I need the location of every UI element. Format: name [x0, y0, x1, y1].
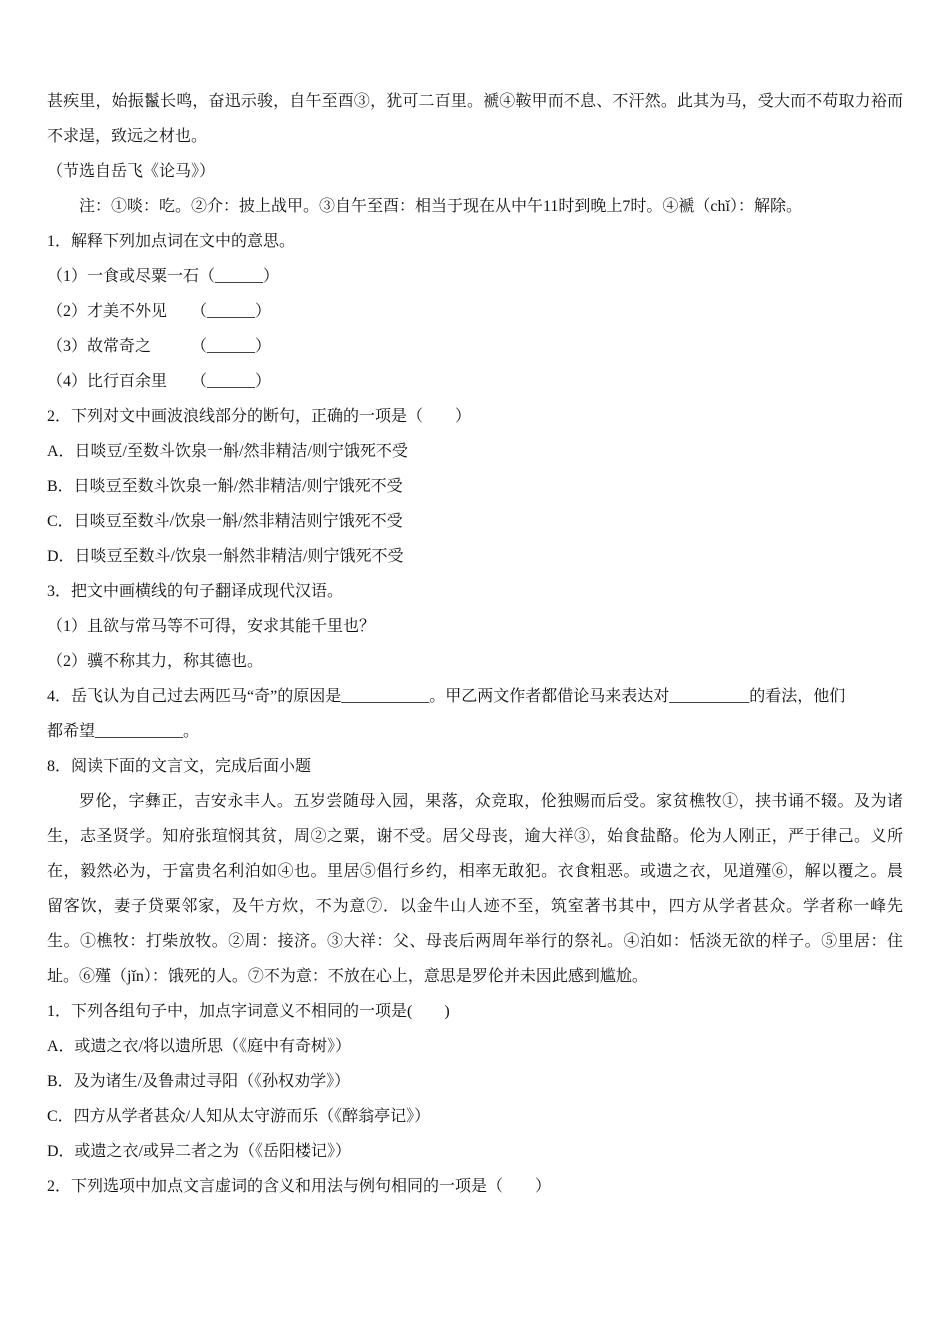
question-4-stem: 4．岳飞认为自己过去两匹马“奇”的原因是___________。甲乙两文作者都借论马来表达对__________的看法，他们: [47, 688, 846, 705]
question-3-item-1: （1）且欲与常马等不可得，安求其能千里也？: [47, 618, 376, 635]
question-4-cont: 都希望___________。: [47, 723, 200, 740]
question-b2-stem: 2．下列选项中加点文言虚词的含义和用法与例句相同的一项是（ ）: [47, 1178, 552, 1195]
question-b1-option-b: B．及为诸生/及鲁肃过寻阳（《孙权劝学》）: [47, 1073, 351, 1090]
question-b1-option-a: A．或遗之衣/将以遗所思（《庭中有奇树》）: [47, 1038, 352, 1055]
passage-a-notes: 注：①啖：吃。②介：披上战甲。③自午至酉：相当于现在从中午11时到晚上7时。④褫（chǐ）：解除。: [79, 198, 802, 215]
question-2-option-b: B．日啖豆至数斗饮泉一斛/然非精洁/则宁饿死不受: [47, 478, 403, 495]
question-1-item-2: （2）才美不外见 （______）: [47, 303, 272, 320]
passage-b-line-3: 在，毅然必为，于富贵名利泊如④也。里居⑤倡行乡约，相率无敢犯。衣食粗恶。或遗之衣，见道殣⑥，解以覆之。晨: [47, 863, 903, 880]
passage-a-source: （节选自岳飞《论马》）: [47, 163, 216, 180]
passage-b-line-2: 生，志圣贤学。知府张瑄悯其贫，周②之粟，谢不受。居父母丧，逾大祥③，始食盐酪。伦为人刚正，严于律己。义所: [47, 828, 903, 845]
question-1-item-4: （4）比行百余里 （______）: [47, 373, 272, 390]
passage-a-line-1: 甚疾里，始振鬣长鸣，奋迅示骏，自午至酉③，犹可二百里。褫④鞍甲而不息、不汗然。此其为马，受大而不苟取力裕而: [47, 93, 903, 110]
question-2-stem: 2．下列对文中画波浪线部分的断句，正确的一项是（ ）: [47, 408, 472, 425]
question-3-stem: 3．把文中画横线的句子翻译成现代汉语。: [47, 583, 344, 600]
question-1-item-3: （3）故常奇之 （______）: [47, 338, 272, 355]
question-b1-option-c: C．四方从学者甚众/人知从太守游而乐（《醉翁亭记》）: [47, 1108, 431, 1125]
question-2-option-d: D．日啖豆至数斗/饮泉一斛然非精洁/则宁饿死不受: [47, 548, 404, 565]
question-b1-stem: 1．下列各组句子中，加点字词意义不相同的一项是( ): [47, 1003, 450, 1020]
passage-a-line-2: 不求逞，致远之材也。: [47, 128, 208, 145]
question-1-item-1: （1）一食或尽粟一石（______）: [47, 268, 280, 285]
question-2-option-a: A．日啖豆/至数斗饮泉一斛/然非精洁/则宁饿死不受: [47, 443, 408, 460]
question-3-item-2: （2）骥不称其力，称其德也。: [47, 653, 264, 670]
passage-b-line-1: 罗伦，字彝正，吉安永丰人。五岁尝随母入园，果落，众竞取，伦独赐而后受。家贫樵牧①，挟书诵不辍。及为诸: [79, 793, 903, 810]
question-1-stem: 1．解释下列加点词在文中的意思。: [47, 233, 296, 250]
passage-b-line-5: 生。①樵牧：打柴放牧。②周：接济。③大祥：父、母丧后两周年举行的祭礼。④泊如：恬淡无欲的样子。⑤里居：住: [47, 933, 903, 950]
question-8-stem: 8．阅读下面的文言文，完成后面小题: [47, 758, 312, 775]
passage-b-line-6: 址。⑥殣（jǐn）：饿死的人。⑦不为意：不放在心上，意思是罗伦并未因此感到尴尬。: [47, 968, 648, 985]
question-2-option-c: C．日啖豆至数斗/饮泉一斛/然非精洁则宁饿死不受: [47, 513, 403, 530]
passage-b-line-4: 留客饮，妻子贷粟邻家，及午方炊，不为意⑦．以金牛山人迹不至，筑室著书其中，四方从学者甚众。学者称一峰先: [47, 898, 903, 915]
question-b1-option-d: D．或遗之衣/或异二者之为（《岳阳楼记》）: [47, 1143, 352, 1160]
document-body: [47, 84, 903, 1204]
